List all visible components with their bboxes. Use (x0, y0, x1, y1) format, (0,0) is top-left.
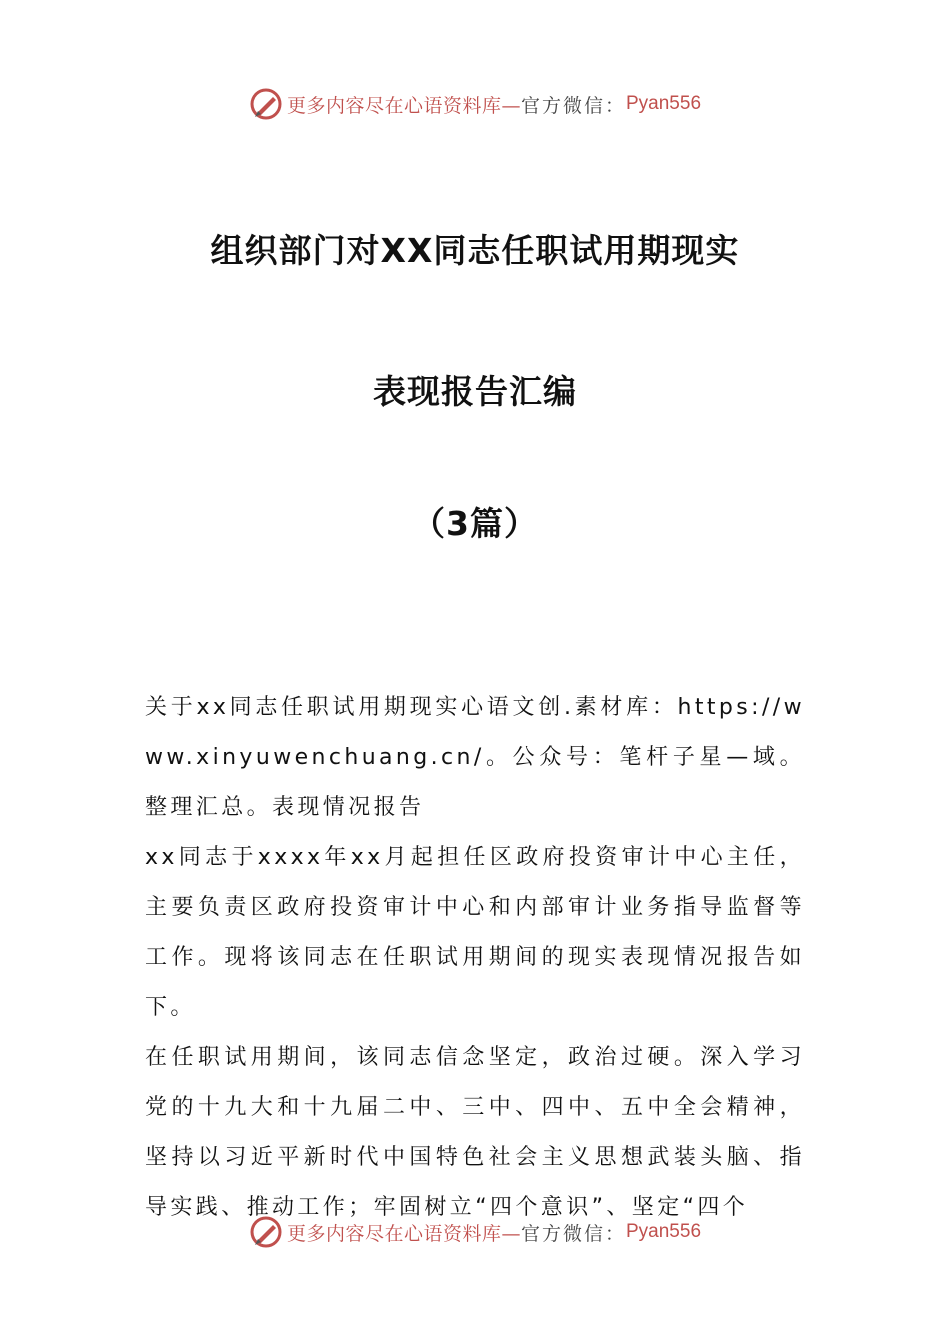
body-paragraph: 关于xx同志任职试用期现实心语文创.素材库：https://www.xinyuwenchuang.cn/。公众号：笔杆子星—域。整理汇总。表现情况报告 (145, 695, 805, 820)
pen-logo-icon (249, 87, 283, 121)
document-title-line-1: 组织部门对XX同志任职试用期现实 (210, 231, 740, 270)
document-body (145, 683, 805, 1233)
body-paragraph: xx同志于xxxx年xx月起担任区政府投资审计中心主任，主要负责区政府投资审计中心和内部审计业务指导监督等工作。现将该同志在任职试用期间的现实表现情况报告如下。 (145, 845, 805, 1020)
banner-slogan: 更多内容尽在心语资料库— (286, 1222, 521, 1245)
header-banner (0, 84, 950, 124)
banner-slogan: 更多内容尽在心语资料库— (286, 94, 521, 117)
footer-banner (0, 1212, 950, 1252)
banner-wechat-id: Pyan556 (626, 1221, 702, 1242)
document-title-line-2: 表现报告汇编 (373, 372, 577, 411)
banner-wechat-label: 官方微信： (520, 94, 626, 117)
pen-logo-icon (249, 1215, 283, 1249)
banner-wechat-label: 官方微信： (520, 1222, 626, 1245)
banner-wechat-id: Pyan556 (626, 93, 702, 114)
body-paragraph: 在任职试用期间，该同志信念坚定，政治过硬。深入学习党的十九大和十九届二中、三中、四中、五中全会精神，坚持以习近平新时代中国特色社会主义思想武装头脑、指导实践、推动工作；牢固树立“四个意识”、坚定“四个 (145, 1045, 805, 1220)
document-title-count: （3篇） (412, 504, 538, 543)
